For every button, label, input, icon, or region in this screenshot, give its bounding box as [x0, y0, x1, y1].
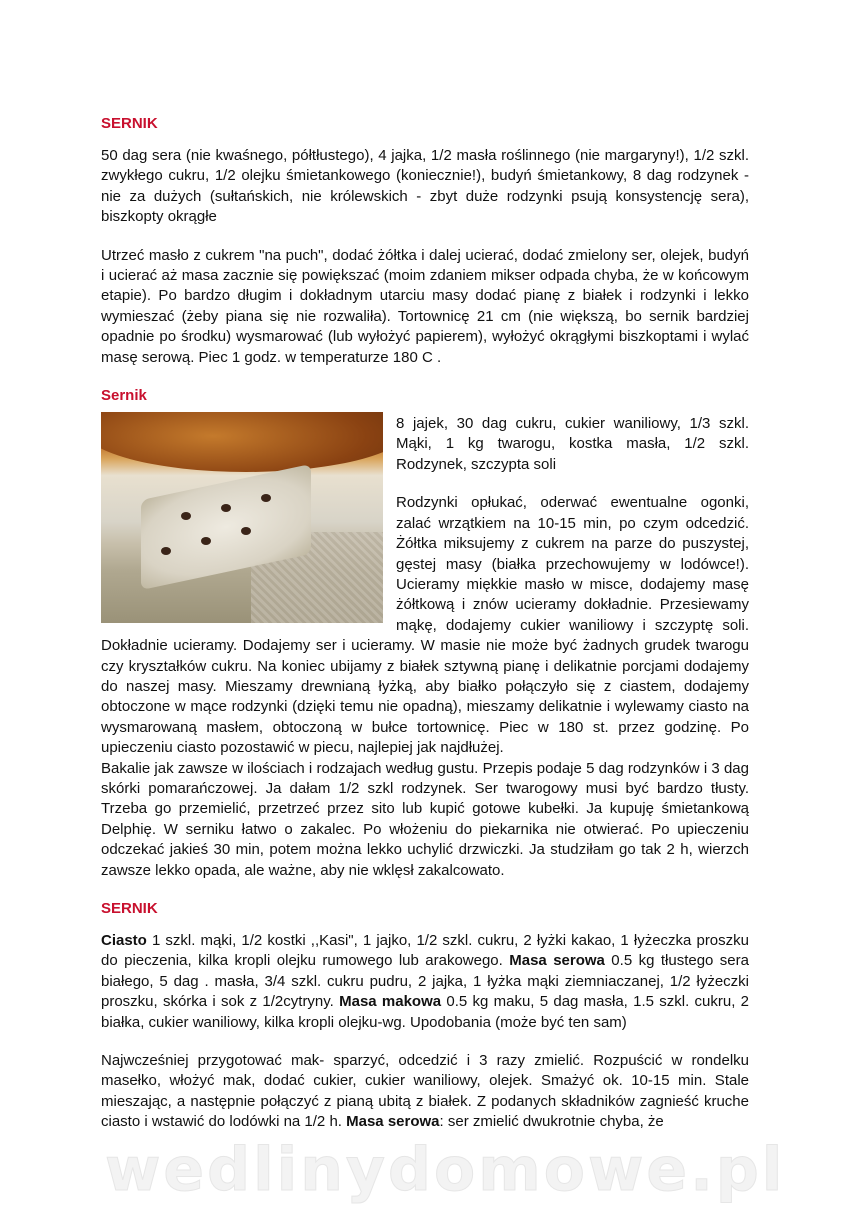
ingredients-paragraph	[101, 931, 749, 1033]
recipe-2	[101, 386, 749, 881]
ingredients-text: 0.5 kg tłustego sera białego, 5 dag . masła, 3/4 szkl. cukru pudru, 2 jajka, 1 łyżka mąki ziemniaczanej, 1/2 łyżeczki proszku, skórka i sok z 1/2cytryny.	[101, 952, 749, 1011]
method-paragraph: Rodzynki opłukać, oderwać ewentualne ogonki, zalać wrzątkiem na 10-15 min, po czym odcedzić. Żółtka miksujemy z cukrem na parze do puszystej, gęstej masy (białka przechowujemy w lodówce!). Ucieramy miękkie masło w misce, dodajemy masę żółtkową i znów ucieramy dokładnie. Przesiewamy mąkę, dodajemy cukier waniliowy i szczyptę soli. Dokładnie ucieramy. Dodajemy ser i ucieramy. W masie nie może być żadnych grudek twarogu czy kryształków cukru. Na koniec ubijamy z białek sztywną pianę i delikatnie porcjami dodajemy do naszej masy. Mieszamy drewnianą łyżką, aby białko połączyło się z ciastem, dodajemy obtoczone w mące rodzynki (dzięki temu nie opadną), mieszamy delikatnie i wylewamy ciasto na wysmarowaną masłem, obtoczoną w bułce tortownicę. Piec w 180 st. przez godzinę. Po upieczeniu ciasto pozostawić w piecu, najlepiej jak najdłużej.	[101, 494, 749, 757]
method-paragraph	[101, 1051, 749, 1133]
watermark: wedlinydomowe.pl	[105, 1135, 786, 1205]
recipe-1	[101, 114, 749, 368]
ingredients-text: 0.5 kg maku, 5 dag masła, 1.5 szkl. cukru, 2 białka, cukier waniliowy, kilka kropli olejku-wg. Upodobania (może być ten sam)	[101, 993, 749, 1031]
recipe-title: Sernik	[101, 387, 147, 405]
method-paragraph: Utrzeć masło z cukrem "na puch", dodać żółtka i dalej ucierać, dodać zmielony ser, olejek, budyń i ucierać aż masa zacznie się powiększać (moim zdaniem mikser odpada chyba, że w końcowym etapie). Po bardzo długim i dokładnym utarciu masy dodać pianę z białek i rodzynki i lekko wymieszać (żeby piana się nie rozwaliła). Tortownicę 21 cm (nie większą, bo sernik bardziej opadnie po środku) wysmarować (lub wyłożyć papierem), wyłożyć okrągłymi biszkoptami i wylać masę serową. Piec 1 godz. w temperaturze 180 C .	[101, 246, 749, 366]
recipe-title: SERNIK	[101, 900, 158, 917]
document-page	[101, 114, 749, 1133]
method-text: : ser zmielić dwukrotnie chyba, że	[439, 1113, 664, 1131]
recipe-title: SERNIK	[101, 115, 158, 132]
notes-paragraph: Bakalie jak zawsze w ilościach i rodzajach według gustu. Przepis podaje 5 dag rodzynków i 3 dag skórki pomarańczowej. Ja dałam 1/2 szkl rodzynek. Ser twarogowy musi być bardzo tłusty. Trzeba go przemielić, przetrzeć przez sito lub kupić gotowe kubełki. Ja kupuję śmietankową Delphię. W serniku łatwo o zakalec. Po włożeniu do piekarnika nie otwierać. Po upieczeniu odczekać jakieś 30 min, potem można lekko uchylić drzwiczki. Ja studziłam go tak 2 h, wierzch zawsze lekko opada, ale ważne, aby nie wklęsł zakalcowato.	[101, 759, 749, 879]
section-label: Masa makowa	[339, 993, 442, 1011]
method-text: Najwcześniej przygotować mak- sparzyć, odcedzić i 3 razy zmielić. Rozpuścić w rondelku masełko, włożyć mak, dodać cukier, cukier waniliowy, olejek. Smażyć ok. 10-15 min. Stale mieszając, a następnie połączyć z pianą ubitą z białek. Z podanych składników zagnieść kruche ciasto i wstawić do lodówki na 1/2 h.	[101, 1052, 749, 1131]
ingredients-paragraph: 50 dag sera (nie kwaśnego, półtłustego), 4 jajka, 1/2 masła roślinnego (nie margaryny!), 1/2 szkl. zwykłego cukru, 1/2 olejku śmietankowego (koniecznie!), budyń śmietankowy, 8 dag rodzynek - nie za dużych (sułtańskich, nie królewskich - zbyt duże rodzynki psują konsystencję sera), biszkopty okrągłe	[101, 147, 749, 226]
recipe-3	[101, 899, 749, 1133]
ingredients-paragraph: 8 jajek, 30 dag cukru, cukier waniliowy, 1/3 szkl. Mąki, 1 kg twarogu, kostka masła, 1/2 szkl. Rodzynek, szczypta soli	[396, 415, 749, 473]
section-label: Ciasto	[101, 932, 147, 949]
section-label: Masa serowa	[509, 952, 605, 970]
cheesecake-photo	[101, 412, 383, 623]
ingredients-text: 1 szkl. mąki, 1/2 kostki ,,Kasi", 1 jajko, 1/2 szkl. cukru, 2 łyżki kakao, 1 łyżeczka proszku do pieczenia, kilka kropli olejku rumowego lub arakowego.	[101, 932, 749, 970]
section-label: Masa serowa	[346, 1113, 440, 1131]
